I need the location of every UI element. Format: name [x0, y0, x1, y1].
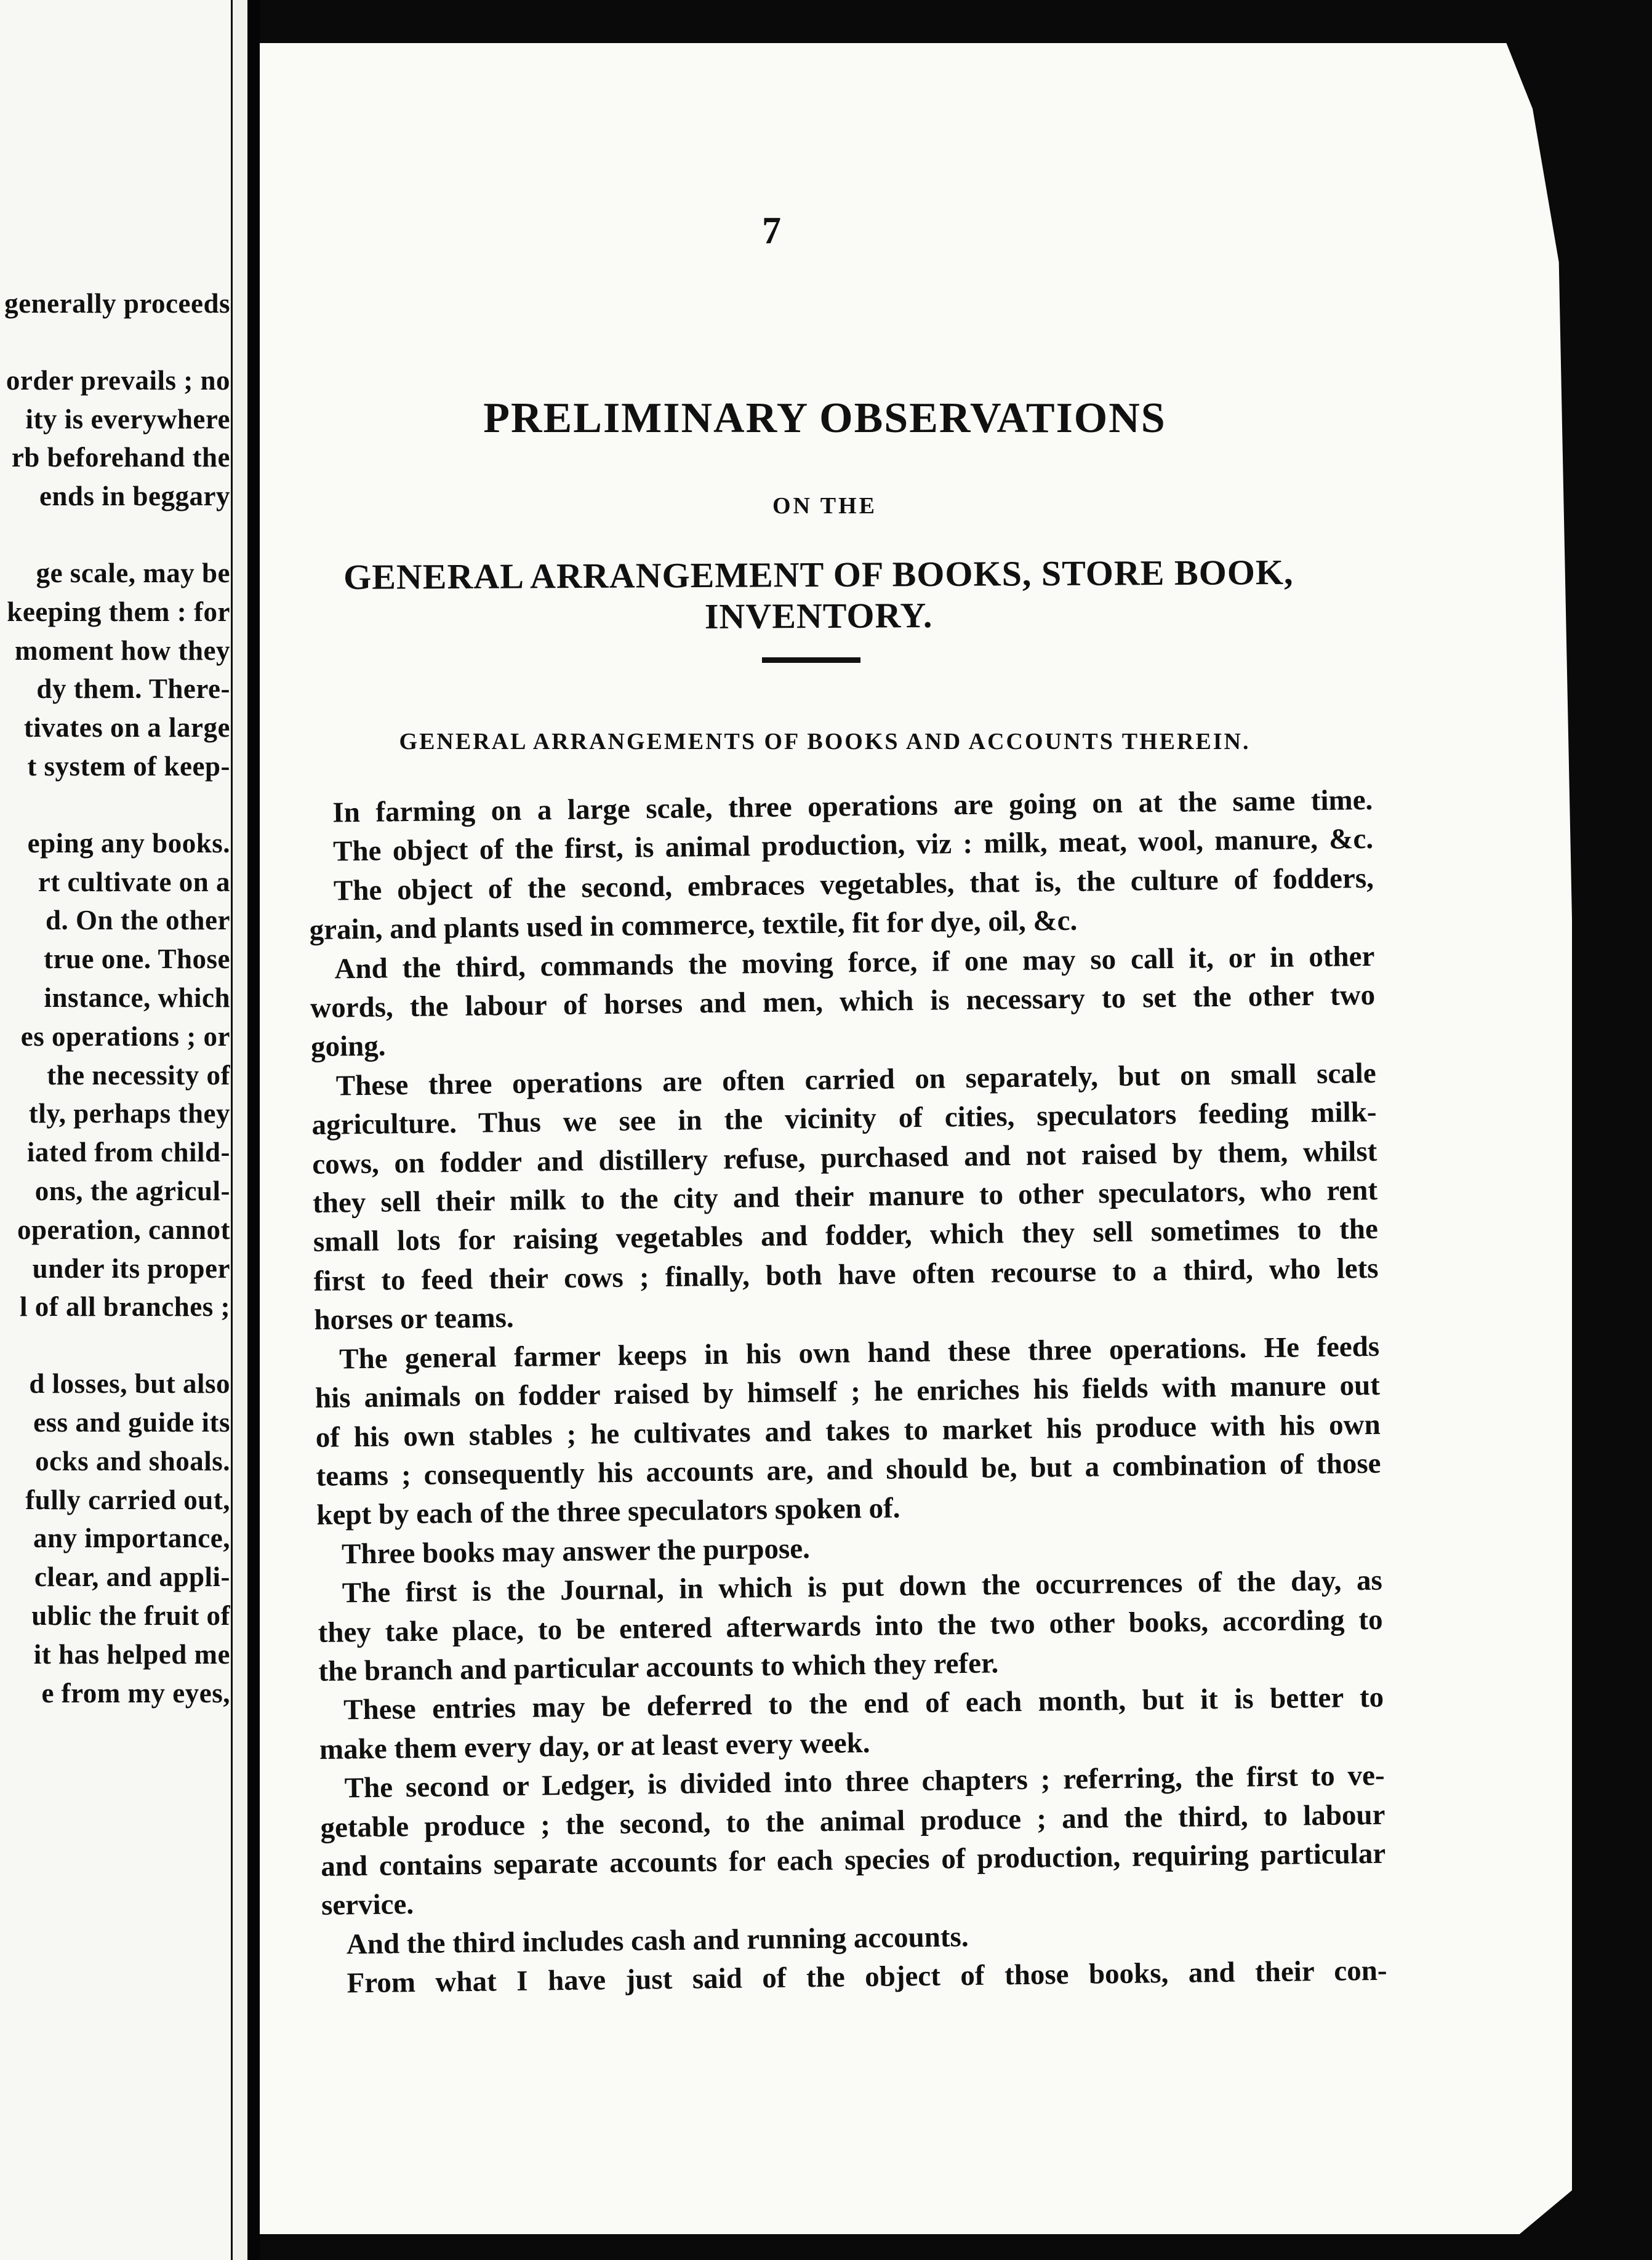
body-line: make them every day, or at least every week.: [319, 1726, 870, 1766]
body-line: The second or Ledger, is divided into three chapters ; referring, the first to ve-: [344, 1759, 1385, 1805]
left-page-line: ess and guide its: [33, 1406, 230, 1438]
left-page-line: the necessity of: [47, 1059, 230, 1091]
body-text: [308, 781, 1387, 2004]
left-page-line: tivates on a large: [23, 712, 230, 743]
body-line: From what I have just said of the object of those books, and their con-: [347, 1954, 1387, 2000]
body-line: And the third includes cash and running accounts.: [346, 1920, 969, 1961]
left-page-line: ons, the agricul-: [34, 1175, 230, 1206]
left-page-line: generally proceeds: [4, 288, 230, 319]
section-title: GENERAL ARRANGEMENTS OF BOOKS AND ACCOUNTS THEREIN.: [399, 729, 1251, 755]
body-line: the branch and particular accounts to which they refer.: [318, 1647, 999, 1688]
left-page-line: clear, and appli-: [34, 1561, 230, 1593]
body-line: his animals on fodder raised by himself ; he enriches his fields with manure out: [315, 1369, 1381, 1415]
left-page-edge: [233, 0, 247, 2260]
left-page-line: rb beforehand the: [11, 442, 230, 473]
left-page-line: dy them. There-: [36, 673, 230, 705]
left-page-line: l of all branches ;: [20, 1291, 230, 1323]
left-page-line: operation, cannot: [17, 1214, 230, 1245]
page-subtitle: ON THE: [772, 493, 878, 519]
book-gutter: [247, 0, 260, 2260]
body-line: service.: [321, 1888, 414, 1922]
body-line: and contains separate accounts for each species of production, requiring particular: [320, 1837, 1386, 1883]
left-page-text: [0, 284, 230, 1712]
left-page-line: fully carried out,: [25, 1484, 230, 1515]
left-page-line: true one. Those: [44, 944, 230, 975]
left-page-line: instance, which: [44, 982, 230, 1013]
left-page-line: ends in beggary: [39, 481, 230, 512]
left-page-line: d losses, but also: [29, 1368, 230, 1400]
body-line: they sell their milk to the city and their manure to other speculators, who rent: [312, 1174, 1378, 1220]
body-line: In farming on a large scale, three operations are going on at the same time.: [332, 783, 1373, 829]
body-line: These entries may be deferred to the end of each month, but it is better to: [343, 1681, 1384, 1726]
body-line: grain, and plants used in commerce, textile, fit for dye, oil, &c.: [309, 904, 1078, 947]
body-line: And the third, commands the moving force, if one may so call it, or in other: [334, 940, 1375, 985]
section-divider: [762, 657, 860, 663]
page-number: 7: [762, 210, 781, 252]
body-line: agriculture. Thus we see in the vicinity of cities, speculators feeding milk-: [311, 1096, 1377, 1142]
body-line: of his own stables ; he cultivates and takes to market his produce with his own: [315, 1408, 1381, 1454]
left-page-line: ocks and shoals.: [35, 1445, 230, 1477]
body-line: horses or teams.: [314, 1302, 514, 1337]
body-line: cows, on fodder and distillery refuse, purchased and not raised by them, whilst: [312, 1135, 1377, 1180]
left-page-gap: [0, 1326, 230, 1364]
body-line: going.: [310, 1030, 386, 1064]
left-page-gap: [0, 516, 230, 554]
body-line: The first is the Journal, in which is put down the occurrences of the day, as: [342, 1564, 1383, 1609]
left-page-line: order prevails ; no: [6, 364, 230, 396]
left-page-line: under its proper: [32, 1252, 230, 1284]
left-page-line: iated from child-: [26, 1137, 230, 1168]
page-title: PRELIMINARY OBSERVATIONS: [483, 395, 1166, 442]
body-line: teams ; consequently his accounts are, and should be, but a combination of those: [316, 1447, 1381, 1493]
left-page-line: tly, perhaps they: [28, 1098, 230, 1129]
left-page-line: ublic the fruit of: [31, 1600, 230, 1631]
left-page-line: it has helped me: [33, 1638, 230, 1670]
body-line: kept by each of the three speculators spoken of.: [316, 1492, 900, 1532]
left-page-gap: [0, 786, 230, 824]
left-page-line: moment how they: [15, 635, 230, 666]
left-page-line: ge scale, may be: [36, 557, 230, 588]
body-line: they take place, to be entered afterwards into the two other books, according to: [318, 1603, 1383, 1649]
body-line: first to feed their cows ; finally, both have often recourse to a third, who lets: [313, 1252, 1379, 1297]
chapter-heading: GENERAL ARRANGEMENT OF BOOKS, STORE BOOK, INVENTORY.: [343, 551, 1294, 636]
body-line: The object of the first, is animal production, viz : milk, meat, wool, manure, &c.: [332, 823, 1374, 868]
left-page-line: any importance,: [33, 1523, 230, 1554]
body-line: The object of the second, embraces vegetables, that is, the culture of fodders,: [333, 862, 1374, 907]
left-page-line: rt cultivate on a: [38, 866, 230, 897]
left-page-line: eping any books.: [27, 827, 230, 859]
left-page: [0, 0, 231, 2260]
body-line: Three books may answer the purpose.: [341, 1532, 811, 1571]
body-line: words, the labour of horses and men, which is necessary to set the other two: [310, 979, 1376, 1025]
left-page-line: d. On the other: [46, 905, 230, 936]
body-line: These three operations are often carried on separately, but on small scale: [335, 1057, 1376, 1102]
left-page-line: es operations ; or: [20, 1020, 230, 1052]
left-page-line: t system of keep-: [27, 750, 230, 782]
left-page-gap: [0, 323, 230, 361]
left-page-line: ity is everywhere: [25, 403, 230, 435]
body-line: getable produce ; the second, to the animal produce ; and the third, to labour: [320, 1798, 1385, 1844]
left-page-line: e from my eyes,: [41, 1677, 230, 1709]
left-page-line: keeping them : for: [7, 596, 230, 627]
body-line: small lots for raising vegetables and fodder, which they sell sometimes to the: [313, 1213, 1379, 1259]
body-line: The general farmer keeps in his own hand these three operations. He feeds: [339, 1330, 1380, 1376]
